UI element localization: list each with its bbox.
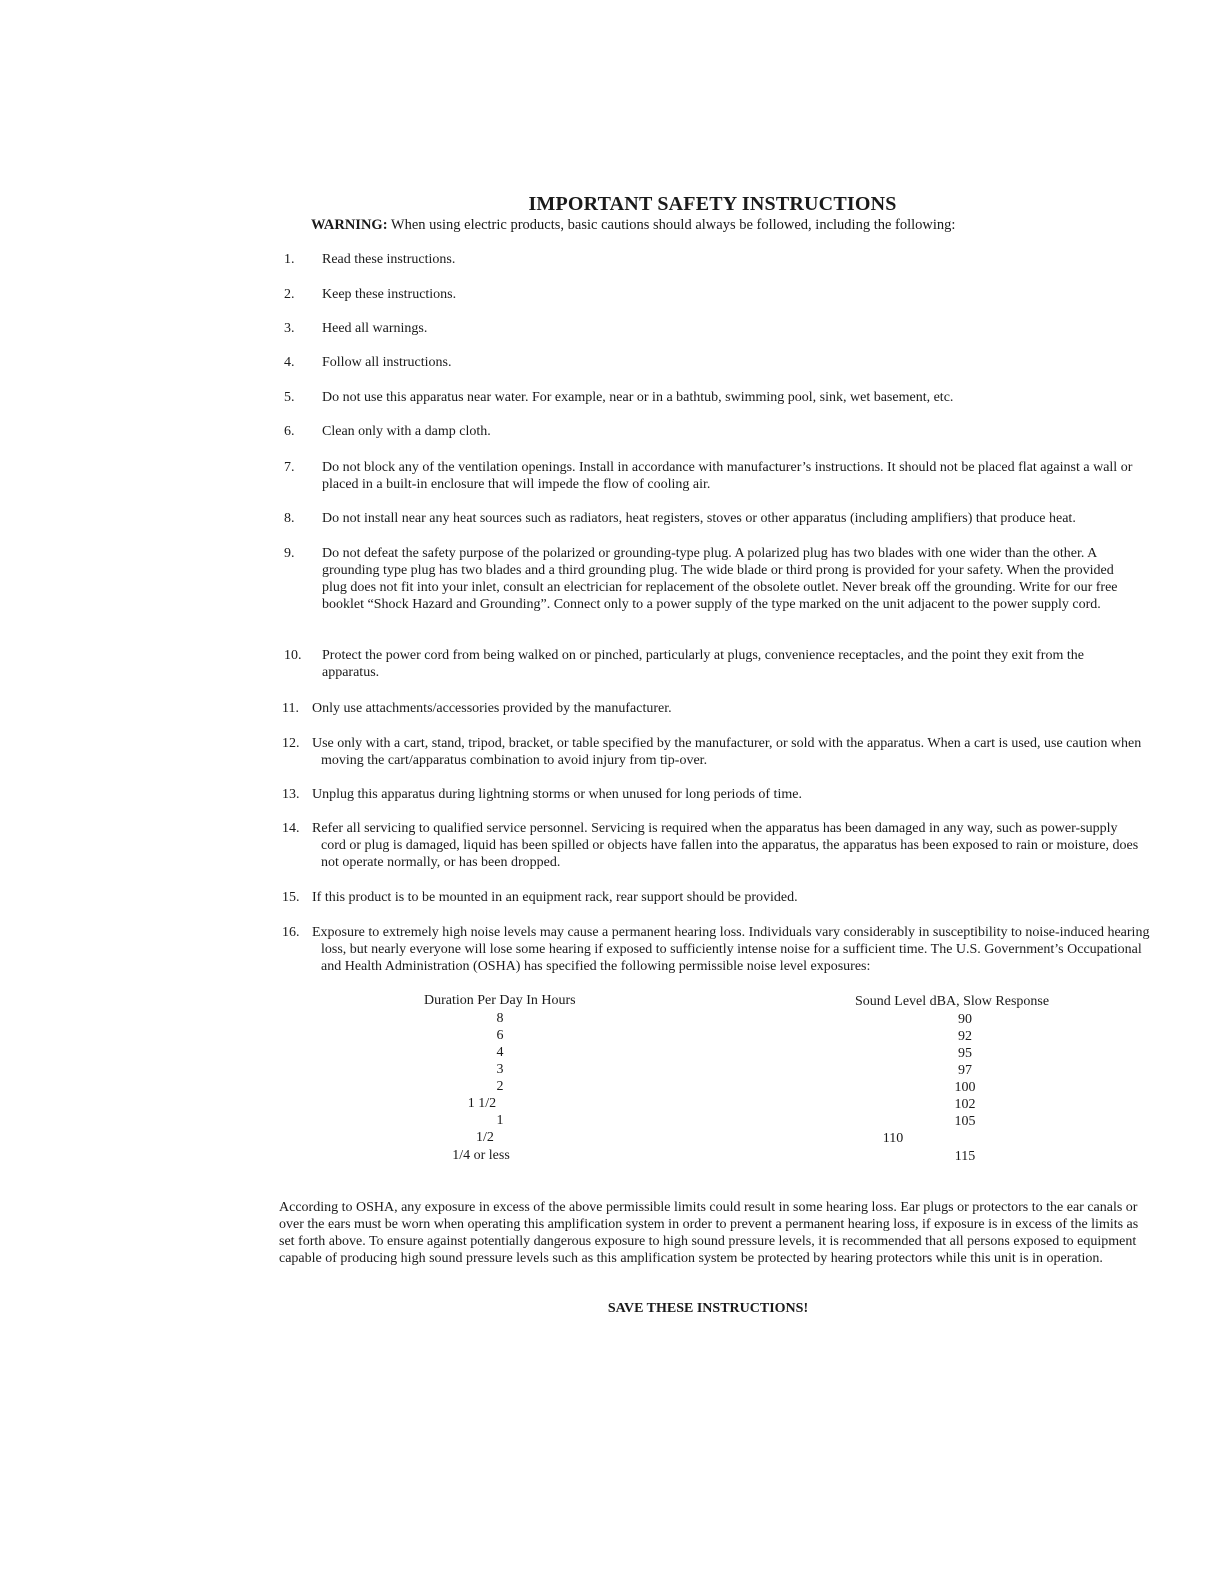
item-number: 14. [282,821,300,836]
table-cell-level: 92 [958,1029,972,1044]
item-number: 8. [284,511,295,526]
item-text: Heed all warnings. [322,321,428,336]
item-number: 2. [284,287,295,302]
table-cell-level: 105 [954,1114,976,1129]
item-text: Protect the power cord from being walked on or pinched, particularly at plugs, convenience receptacles, and the point they exit from the apparatus. [322,648,1084,680]
item-text: Do not defeat the safety purpose of the polarized or grounding-type plug. A polarized plug has two blades with one wider than the other. A grounding type plug has two blades and a third grounding plug. The wide blade or third prong is provided for your safety. When the provided plug does not fit into your inlet, consult an electrician for replacement of the obsolete outlet. Never break off the grounding. Write for our free booklet “Shock Hazard and Grounding”. Connect only to a power supply of the type marked on the unit adjacent to the power supply cord. [322,546,1118,612]
item-number: 1. [284,252,295,267]
table-cell-duration: 6 [496,1028,504,1043]
table-cell-level: 100 [954,1080,976,1095]
table-cell-level: 90 [958,1012,972,1027]
item-number: 10. [284,648,302,663]
warning-line [311,217,955,234]
item-text: Clean only with a damp cloth. [322,424,491,439]
item-number: 9. [284,546,295,561]
item-number: 16. [282,925,300,940]
item-text: Keep these instructions. [322,287,457,302]
warning-text: When using electric products, basic cautions should always be followed, including the following: [387,217,956,233]
item-text: Unplug this apparatus during lightning storms or when unused for long periods of time. [312,787,802,802]
table-cell-duration: 1/2 [476,1130,494,1145]
item-number: 11. [282,701,299,716]
item-text: Read these instructions. [322,252,456,267]
table-cell-duration: 2 [496,1079,504,1094]
item-text: Exposure to extremely high noise levels may cause a permanent hearing loss. Individuals vary considerably in susceptibility to noise-induced hearing loss, but nearly everyone will lose some hearing if exposed to sufficiently intense noise for a sufficient time. The U.S. Government’s Occupational and Health Administration (OSHA) has specified the following permissible noise level exposures: [312,925,1150,974]
table-cell-duration: 8 [496,1011,504,1026]
item-text: Do not block any of the ventilation openings. Install in accordance with manufacturer’s instructions. It should not be placed flat against a wall or placed in a built-in enclosure that will impede the flow of cooling air. [322,460,1133,492]
item-number: 6. [284,424,295,439]
item-text: Do not use this apparatus near water. For example, near or in a bathtub, swimming pool, sink, wet basement, etc. [322,390,954,405]
table-cell-duration: 1 [496,1113,504,1128]
item-number: 3. [284,321,295,336]
item-text: If this product is to be mounted in an equipment rack, rear support should be provided. [312,890,798,905]
table-cell-level: 97 [958,1063,972,1078]
table-cell-duration: 4 [496,1045,504,1060]
item-number: 5. [284,390,295,405]
table-cell-duration: 1/4 or less [452,1148,510,1163]
item-text: Refer all servicing to qualified service personnel. Servicing is required when the apparatus has been damaged in any way, such as power-supply cord or plug is damaged, liquid has been spilled or objects have fallen into the apparatus, the apparatus has been exposed to rain or moisture, does not operate normally, or has been dropped. [312,821,1139,870]
item-text: Use only with a cart, stand, tripod, bracket, or table specified by the manufacturer, or sold with the apparatus. When a cart is used, use caution when moving the cart/apparatus combination to avoid injury from tip-over. [312,736,1142,768]
table-cell-level: 110 [882,1131,904,1146]
item-number: 7. [284,460,295,475]
table-cell-level: 95 [958,1046,972,1061]
warning-label: WARNING: [311,217,388,233]
item-number: 13. [282,787,300,802]
item-text: Follow all instructions. [322,355,452,370]
item-text: Only use attachments/accessories provided by the manufacturer. [312,701,672,716]
page-title: IMPORTANT SAFETY INSTRUCTIONS [528,193,897,215]
item-number: 12. [282,736,300,751]
item-text: Do not install near any heat sources such as radiators, heat registers, stoves or other apparatus (including amplifiers) that produce heat. [322,511,1076,526]
table-cell-duration: 1 1/2 [467,1096,497,1111]
item-number: 4. [284,355,295,370]
table-cell-level: 115 [954,1149,976,1164]
table-cell-level: 102 [954,1097,976,1112]
closing-note: SAVE THESE INSTRUCTIONS! [607,1301,809,1316]
item-number: 15. [282,890,300,905]
osha-paragraph: According to OSHA, any exposure in excess of the above permissible limits could result in some hearing loss. Ear plugs or protectors to the ear canals or over the ears must be worn when operating this amplification system in order to prevent a permanent hearing loss, if exposure is in excess of the limits as set forth above. To ensure against potentially dangerous exposure to high sound pressure levels, it is recommended that all persons exposed to equipment capable of producing high sound pressure levels such as this amplification system be protected by hearing protectors while this unit is in operation. [279,1200,1139,1266]
table-header-duration: Duration Per Day In Hours [424,993,576,1008]
table-cell-duration: 3 [496,1062,504,1077]
table-header-sound-level: Sound Level dBA, Slow Response [855,994,1050,1009]
